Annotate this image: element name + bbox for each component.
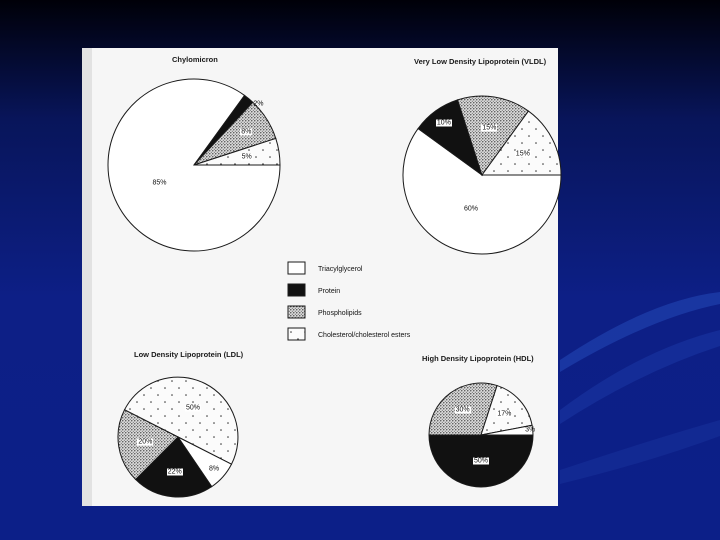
pie-label-0-triacylglycerol: 85% bbox=[152, 179, 167, 187]
figure-scan bbox=[82, 48, 558, 506]
legend-swatch-phospholipids bbox=[288, 306, 305, 318]
pie-label-1-cholesterol-cholesterol-esters: 15% bbox=[515, 150, 530, 158]
pie-label-0-phospholipids: 8% bbox=[241, 128, 252, 136]
pie-label-1-phospholipids: 15% bbox=[482, 124, 497, 132]
chart-title-vldl: Very Low Density Lipoprotein (VLDL) bbox=[414, 57, 547, 66]
legend-label-phospholipids: Phospholipids bbox=[318, 310, 362, 317]
legend-swatch-cholesterol-cholesterol-esters bbox=[288, 328, 305, 340]
pie-label-2-phospholipids: 20% bbox=[138, 438, 153, 446]
chart-title-hdl: High Density Lipoprotein (HDL) bbox=[422, 354, 534, 363]
chart-title-ldl: Low Density Lipoprotein (LDL) bbox=[134, 350, 244, 359]
pie-label-3-phospholipids: 30% bbox=[455, 406, 470, 414]
legend-label-protein: Protein bbox=[318, 288, 341, 295]
pie-label-2-protein: 22% bbox=[167, 468, 182, 476]
pie-label-0-cholesterol-cholesterol-esters: 5% bbox=[241, 153, 252, 161]
pie-label-0-protein: 2% bbox=[253, 100, 264, 108]
legend-swatch-protein bbox=[288, 284, 305, 296]
pie-label-2-triacylglycerol: 8% bbox=[208, 465, 220, 473]
legend-label-cholesterol: Cholesterol/cholesterol esters bbox=[318, 332, 411, 339]
legend-swatch-triacylglycerol bbox=[288, 262, 305, 274]
pie-label-3-cholesterol-cholesterol-esters: 17% bbox=[497, 410, 512, 418]
pie-label-1-protein: 10% bbox=[436, 119, 451, 127]
pie-charts bbox=[92, 48, 568, 506]
chart-title-chylomicron: Chylomicron bbox=[172, 55, 218, 64]
pie-label-2-cholesterol-cholesterol-esters: 50% bbox=[185, 404, 200, 412]
pie-label-1-triacylglycerol: 60% bbox=[463, 205, 479, 213]
legend-label-triacylglycerol: Triacylglycerol bbox=[318, 266, 363, 273]
pie-label-3-protein: 50% bbox=[473, 457, 489, 465]
pie-label-3-triacylglycerol: 3% bbox=[525, 426, 536, 434]
